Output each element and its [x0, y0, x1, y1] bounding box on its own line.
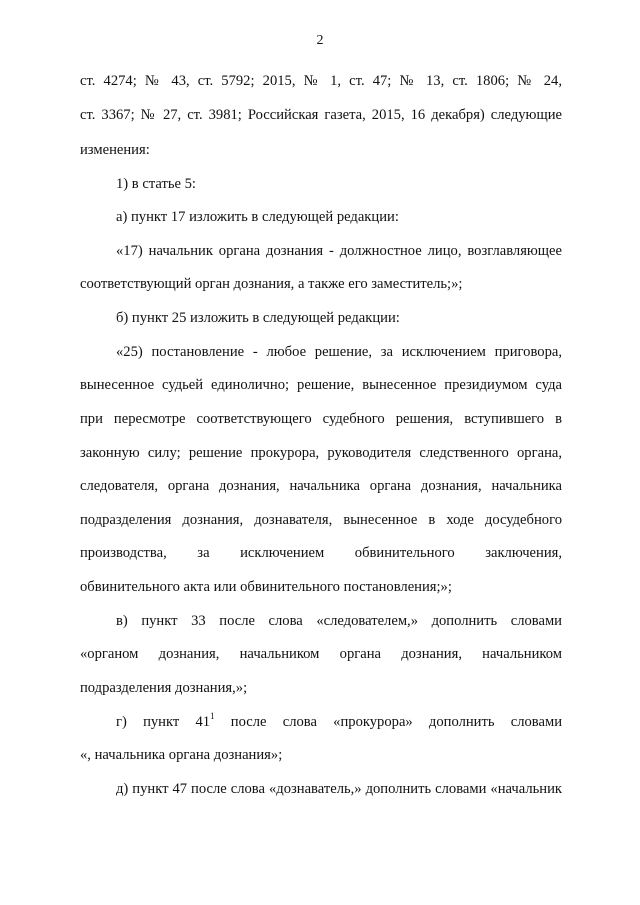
text-line: следователя, органа дознания, начальника органа дознания, начальника	[80, 478, 562, 494]
text-fragment: г) пункт 41	[116, 714, 211, 730]
superscript: 1	[210, 711, 215, 722]
text-line: «органом дознания, начальником органа дознания, начальником	[80, 646, 562, 662]
text-line: ст. 4274; № 43, ст. 5792; 2015, № 1, ст. 47; № 13, ст. 1806; № 24,	[80, 73, 562, 89]
text-line: д) пункт 47 после слова «дознаватель,» дополнить словами «начальник	[116, 781, 562, 797]
text-line: подразделения дознания, дознавателя, вынесенное в ходе досудебного	[80, 512, 562, 528]
text-line: а) пункт 17 изложить в следующей редакции:	[116, 209, 399, 225]
text-line: законную силу; решение прокурора, руководителя следственного органа,	[80, 445, 562, 461]
text-line: производства, за исключением обвинительного заключения,	[80, 545, 562, 561]
text-line: подразделения дознания,»;	[80, 680, 248, 696]
text-line: «, начальника органа дознания»;	[80, 747, 283, 763]
text-line: «25) постановление - любое решение, за исключением приговора,	[116, 344, 562, 360]
text-line: обвинительного акта или обвинительного постановления;»;	[80, 579, 452, 595]
text-line: вынесенное судьей единолично; решение, вынесенное президиумом суда	[80, 377, 562, 393]
text-line: при пересмотре соответствующего судебного решения, вступившего в	[80, 411, 562, 427]
text-line: соответствующий орган дознания, а также его заместитель;»;	[80, 276, 463, 292]
text-line: ст. 3367; № 27, ст. 3981; Российская газета, 2015, 16 декабря) следующие	[80, 107, 562, 123]
text-line: 1) в статье 5:	[116, 176, 196, 192]
page-number: 2	[316, 33, 324, 48]
text-line	[116, 713, 562, 731]
text-fragment: после слова «прокурора» дополнить словами	[214, 714, 563, 730]
text-line: «17) начальник органа дознания - должностное лицо, возглавляющее	[116, 243, 562, 259]
text-line: б) пункт 25 изложить в следующей редакции:	[116, 310, 400, 326]
text-line: изменения:	[80, 142, 150, 158]
text-line: в) пункт 33 после слова «следователем,» дополнить словами	[116, 613, 562, 629]
